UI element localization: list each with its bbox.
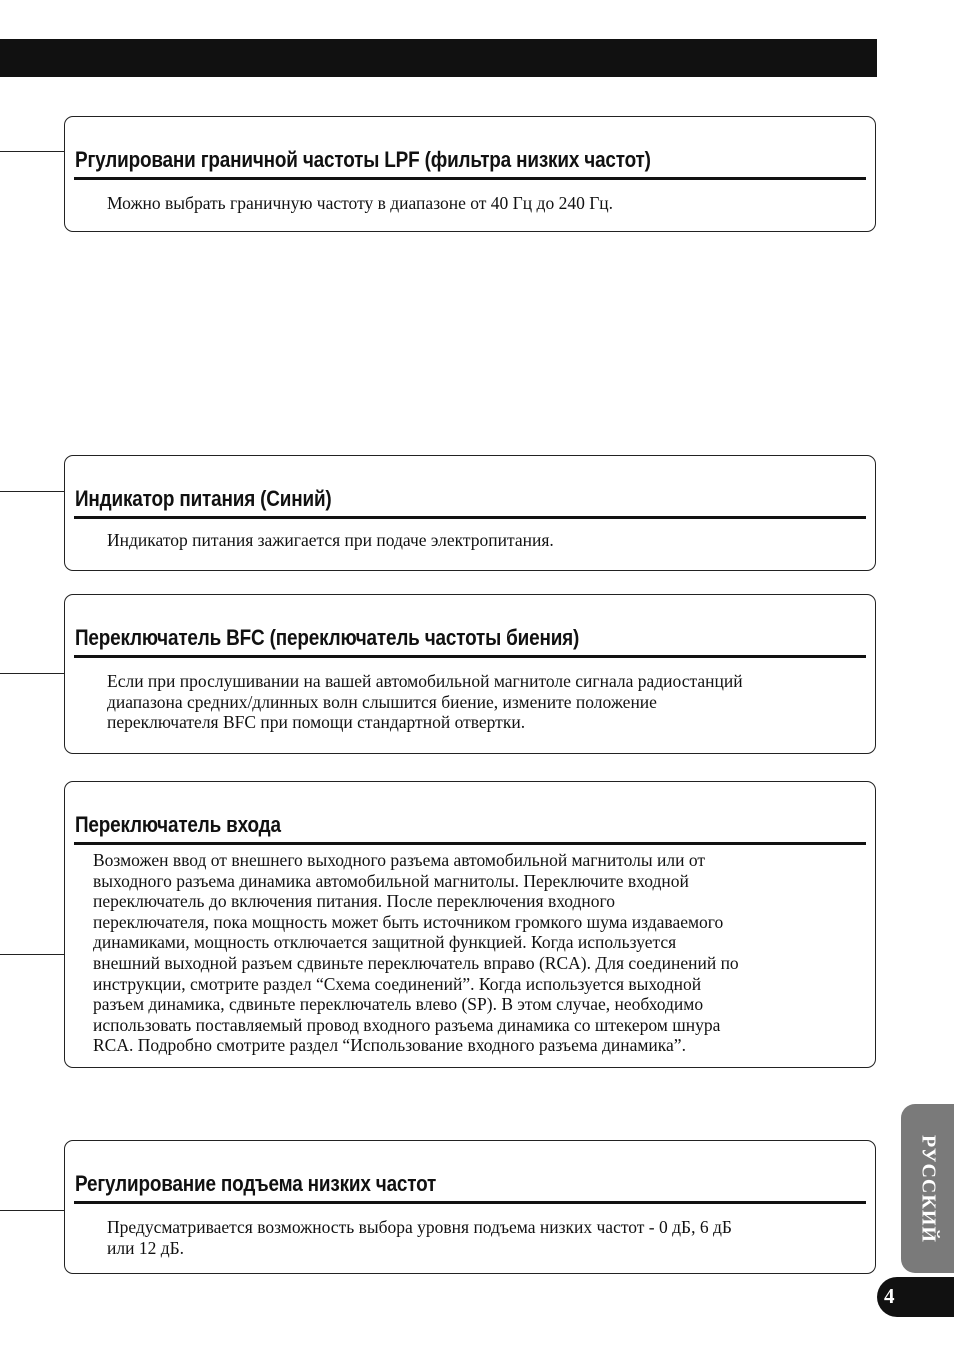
section-body: [107, 1217, 732, 1258]
leader-line: [0, 1210, 64, 1211]
title-rule: [74, 516, 866, 519]
section-title: Переключатель входа: [75, 812, 281, 837]
body-line: RCA. Подробно смотрите раздел “Использование входного разъема динамика”.: [93, 1035, 686, 1056]
body-line: использовать поставляемый провод входного разъема динамика со штекером шнура: [93, 1014, 721, 1035]
body-line: переключатель до включения питания. После переключения входного: [93, 891, 616, 912]
body-line: Возможен ввод от внешнего выходного разъема автомобильной магнитолы или от: [93, 850, 705, 870]
title-rule: [74, 177, 866, 180]
section-body: [93, 850, 739, 1056]
section-lpf: [64, 116, 876, 232]
section-input-switch: [64, 781, 876, 1068]
leader-line: [0, 151, 64, 152]
section-title: Регулирование подъема низких частот: [75, 1171, 437, 1196]
section-body: [107, 671, 743, 733]
title-rule: [74, 655, 866, 658]
header-bar: [0, 39, 877, 77]
body-line: динамиками, мощность отключается защитной функцией. Когда используется: [93, 932, 677, 953]
language-label: РУССКИЙ: [917, 1134, 939, 1243]
section-title: Ргулировани граничной частоты LPF (фильтра низких частот): [75, 147, 651, 172]
section-body: Индикатор питания зажигается при подаче электропитания.: [107, 530, 554, 550]
body-line: Предусматривается возможность выбора уровня подъема низких частот - 0 дБ, 6 дБ: [107, 1217, 732, 1237]
body-line: выходного разъема динамика автомобильной магнитолы. Переключите входной: [93, 870, 689, 891]
section-power-indicator: [64, 455, 876, 571]
body-line: внешний выходной разъем сдвиньте переключатель вправо (RCA). Для соединений по: [93, 952, 739, 973]
page-number-badge: [877, 1277, 954, 1317]
body-line: инструкции, смотрите раздел “Схема соединений”. Когда используется выходной: [93, 973, 702, 994]
language-tab: [901, 1104, 954, 1273]
leader-line: [0, 673, 64, 674]
body-line: переключателя, пока мощность может быть источником громкого шума издаваемого: [93, 911, 724, 932]
body-line: Если при прослушивании на вашей автомобильной магнитоле сигнала радиостанций: [107, 671, 743, 691]
section-title: Переключатель BFC (переключатель частоты биения): [75, 625, 580, 650]
body-line: диапазона средних/длинных волн слышится биение, измените положение: [107, 691, 657, 712]
section-bfc-switch: [64, 594, 876, 754]
body-line: переключателя BFC при помощи стандартной отвертки.: [107, 712, 526, 733]
title-rule: [74, 1201, 866, 1204]
section-body: Можно выбрать граничную частоту в диапазоне от 40 Гц до 240 Гц.: [107, 193, 614, 213]
leader-line: [0, 954, 64, 955]
section-bass-boost: [64, 1140, 876, 1274]
body-line: или 12 дБ.: [107, 1237, 185, 1258]
leader-line: [0, 491, 64, 492]
section-title: Индикатор питания (Синий): [75, 486, 332, 511]
title-rule: [74, 842, 866, 845]
page-number: 4: [884, 1284, 895, 1308]
body-line: разъем динамика, сдвиньте переключатель влево (SP). В этом случае, необходимо: [93, 994, 704, 1015]
